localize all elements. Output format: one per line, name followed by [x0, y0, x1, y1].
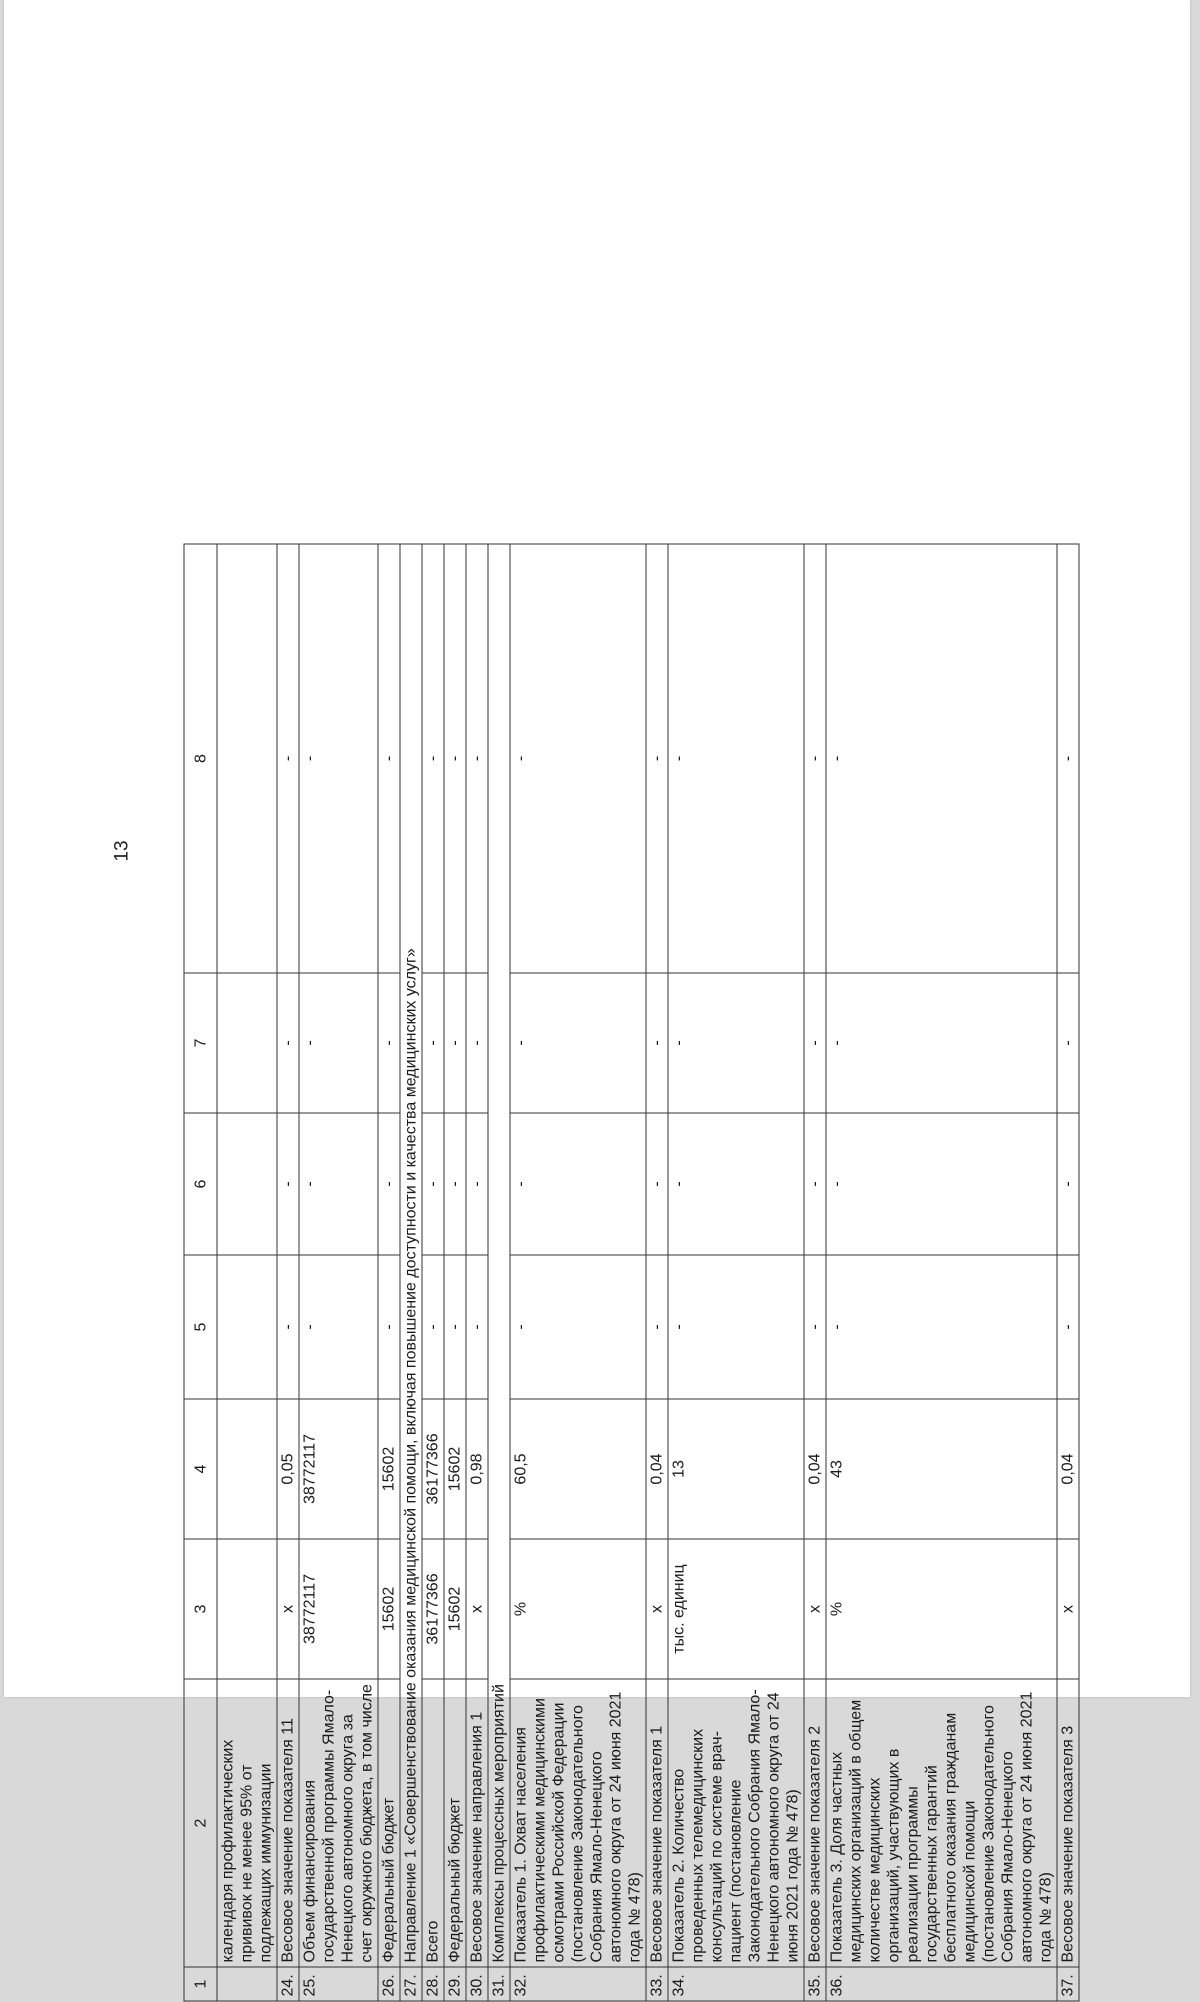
cell-c6: - [510, 1113, 646, 1255]
cell-c7: - [826, 973, 1057, 1113]
cell-c8: - [422, 544, 444, 973]
cell-c7: - [378, 973, 400, 1113]
cell-n: 32. [510, 1967, 646, 2001]
table-row [646, 544, 668, 2001]
table-row [510, 544, 646, 2001]
cell-c7: - [422, 973, 444, 1113]
cell-c3: 15602 [444, 1539, 466, 1679]
cell-c4: 38772117 [299, 1399, 378, 1539]
cell-c5: - [299, 1255, 378, 1399]
col-header-7: 7 [184, 973, 217, 1113]
table-row [378, 544, 400, 2001]
cell-c7 [217, 973, 277, 1113]
cell-name: Показатель 1. Охват населения профилактическими медицинскими осмотрами Российской Федерации (постановление Законодательного Собрания Ямало-Ненецкого автономного округа от 24 июня 2021 года № 478) [510, 1679, 646, 1967]
cell-n: 34. [668, 1967, 804, 2001]
table-row [466, 544, 488, 2001]
cell-c3: x [277, 1539, 299, 1679]
column-number-header [184, 544, 217, 2001]
cell-n: 29. [444, 1967, 466, 2001]
cell-c3: 15602 [378, 1539, 400, 1679]
cell-n: 28. [422, 1967, 444, 2001]
cell-c4: 13 [668, 1399, 804, 1539]
cell-c4: 15602 [378, 1399, 400, 1539]
table-body [184, 544, 1079, 2001]
cell-c6: - [422, 1113, 444, 1255]
cell-c8: - [277, 544, 299, 973]
cell-name: Весовое значение показателя 1 [646, 1679, 668, 1967]
cell-name: Весовое значение показателя 2 [804, 1679, 826, 1967]
table-row [400, 544, 422, 2001]
cell-c8: - [466, 544, 488, 973]
cell-name: Весовое значение показателя 3 [1057, 1679, 1079, 1967]
cell-n: 30. [466, 1967, 488, 2001]
cell-n: 27. [400, 1967, 422, 2001]
cell-n: 35. [804, 1967, 826, 2001]
cell-c5: - [804, 1255, 826, 1399]
cell-name: календаря профилактических прививок не менее 95% от подлежащих иммунизации [217, 1679, 277, 1967]
cell-c7: - [804, 973, 826, 1113]
cell-c6 [217, 1113, 277, 1255]
cell-c6: - [668, 1113, 804, 1255]
cell-c8: - [804, 544, 826, 973]
cell-n: 33. [646, 1967, 668, 2001]
col-header-3: 3 [184, 1539, 217, 1679]
cell-direction: Направление 1 «Совершенствование оказания медицинской помощи, включая повышение доступности и качества медицинских услуг» [400, 544, 422, 1967]
cell-c5: - [510, 1255, 646, 1399]
col-header-8: 8 [184, 544, 217, 973]
indicator-table [183, 544, 1079, 2002]
cell-c5: - [378, 1255, 400, 1399]
cell-c6: - [1057, 1113, 1079, 1255]
cell-direction: Комплексы процессных мероприятий [488, 544, 510, 1967]
cell-c8: - [299, 544, 378, 973]
cell-c5: - [646, 1255, 668, 1399]
cell-c4: 0,05 [277, 1399, 299, 1539]
cell-c5: - [466, 1255, 488, 1399]
cell-c8: - [510, 544, 646, 973]
cell-n [217, 1967, 277, 2001]
cell-c8 [217, 544, 277, 973]
table-row [488, 544, 510, 2001]
cell-c5 [217, 1255, 277, 1399]
cell-c3: x [646, 1539, 668, 1679]
cell-name: Показатель 3. Доля частных медицинских организаций в общем количестве медицинских организаций, участвующих в реализации программы государственных гарантий бесплатного оказания гражданам медицинской помощи (постановление Законодательного Собрания Ямало-Ненецкого автономного округа от 24 июня 2021 года № 478) [826, 1679, 1057, 1967]
cell-c7: - [668, 973, 804, 1113]
table-row [804, 544, 826, 2001]
cell-c3: x [1057, 1539, 1079, 1679]
cell-c7: - [510, 973, 646, 1113]
table-row [1057, 544, 1079, 2001]
cell-c6: - [826, 1113, 1057, 1255]
cell-c8: - [668, 544, 804, 973]
table-row [444, 544, 466, 2001]
cell-c4: 15602 [444, 1399, 466, 1539]
cell-c4: 36177366 [422, 1399, 444, 1539]
cell-c4: 0,98 [466, 1399, 488, 1539]
cell-c6: - [646, 1113, 668, 1255]
cell-c4: 0,04 [1057, 1399, 1079, 1539]
page-number: 13 [111, 840, 133, 862]
cell-n: 24. [277, 1967, 299, 2001]
cell-c3 [217, 1539, 277, 1679]
table-row [422, 544, 444, 2001]
cell-n: 37. [1057, 1967, 1079, 2001]
cell-c7: - [299, 973, 378, 1113]
cell-c7: - [444, 973, 466, 1113]
cell-c4: 43 [826, 1399, 1057, 1539]
cell-c8: - [826, 544, 1057, 973]
col-header-5: 5 [184, 1255, 217, 1399]
cell-c8: - [1057, 544, 1079, 973]
cell-c3: тыс. единиц [668, 1539, 804, 1679]
document-page [4, 0, 1190, 1997]
cell-name: Показатель 2. Количество проведенных телемедицинских консультаций по системе врач-пациент (постановление Законодательного Собрания Ямало-Ненецкого автономного округа от 24 июня 2021 года № 478) [668, 1679, 804, 1967]
cell-c6: - [299, 1113, 378, 1255]
cell-c4: 0,04 [646, 1399, 668, 1539]
cell-c3: % [826, 1539, 1057, 1679]
table-row [299, 544, 378, 2001]
cell-c7: - [1057, 973, 1079, 1113]
cell-c3: x [804, 1539, 826, 1679]
cell-c6: - [378, 1113, 400, 1255]
cell-c8: - [444, 544, 466, 973]
cell-name: Весовое значение показателя 11 [277, 1679, 299, 1967]
cell-name: Федеральный бюджет [378, 1679, 400, 1967]
table-row [277, 544, 299, 2001]
cell-c7: - [646, 973, 668, 1113]
cell-c5: - [422, 1255, 444, 1399]
table-row [668, 544, 804, 2001]
cell-name: Всего [422, 1679, 444, 1967]
cell-c4: 0,04 [804, 1399, 826, 1539]
cell-n: 31. [488, 1967, 510, 2001]
col-header-4: 4 [184, 1399, 217, 1539]
cell-c4 [217, 1399, 277, 1539]
cell-c6: - [277, 1113, 299, 1255]
cell-c4: 60,5 [510, 1399, 646, 1539]
cell-c3: 38772117 [299, 1539, 378, 1679]
cell-c5: - [826, 1255, 1057, 1399]
cell-name: Объем финансирования государственной программы Ямало-Ненецкого автономного округа за счет окружного бюджета, в том числе [299, 1679, 378, 1967]
cell-c7: - [466, 973, 488, 1113]
cell-c5: - [1057, 1255, 1079, 1399]
cell-c6: - [804, 1113, 826, 1255]
cell-c5: - [444, 1255, 466, 1399]
cell-c5: - [277, 1255, 299, 1399]
cell-c6: - [466, 1113, 488, 1255]
cell-n: 26. [378, 1967, 400, 2001]
cell-n: 36. [826, 1967, 1057, 2001]
table-row [217, 544, 277, 2001]
cell-c3: % [510, 1539, 646, 1679]
col-header-2: 2 [184, 1679, 217, 1967]
cell-c8: - [646, 544, 668, 973]
cell-c8: - [378, 544, 400, 973]
cell-name: Федеральный бюджет [444, 1679, 466, 1967]
cell-c7: - [277, 973, 299, 1113]
cell-c5: - [668, 1255, 804, 1399]
cell-n: 25. [299, 1967, 378, 2001]
col-header-6: 6 [184, 1113, 217, 1255]
cell-c3: x [466, 1539, 488, 1679]
col-header-1: 1 [184, 1967, 217, 2001]
table-row [826, 544, 1057, 2001]
cell-c3: 36177366 [422, 1539, 444, 1679]
cell-name: Весовое значение направления 1 [466, 1679, 488, 1967]
cell-c6: - [444, 1113, 466, 1255]
rotated-table-container [183, 545, 1076, 2002]
